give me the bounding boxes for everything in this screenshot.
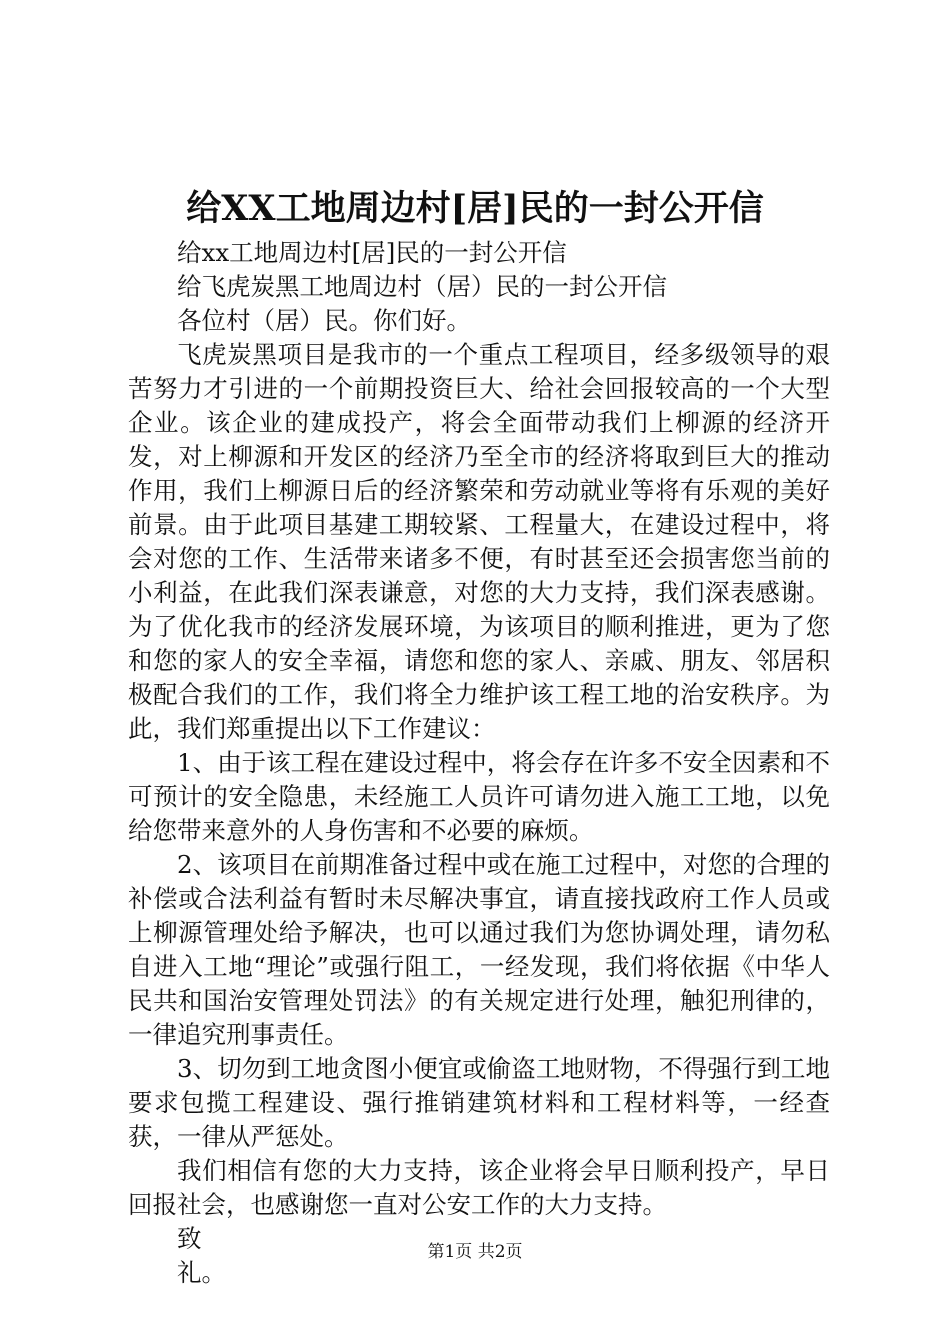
paragraph-item-1: 1、由于该工程在建设过程中，将会存在许多不安全因素和不可预计的安全隐患，未经施工人员许可请勿进入施工工地，以免给您带来意外的人身伤害和不必要的麻烦。 (128, 748, 830, 845)
page-footer: 第1页 共2页 (427, 1242, 523, 1262)
document-title: 给XX工地周边村[居]民的一封公开信 (186, 188, 764, 229)
paragraph-conclusion: 我们相信有您的大力支持，该企业将会早日顺利投产，早日回报社会，也感谢您一直对公安工作的大力支持。 (128, 1156, 830, 1219)
closing-line-2: 礼。 (177, 1258, 226, 1287)
paragraph-item-2: 2、该项目在前期准备过程中或在施工过程中，对您的合理的补偿或合法利益有暂时未尽解决事宜，请直接找政府工作人员或上柳源管理处给予解决，也可以通过我们为您协调处理，请勿私自进入工地“理论”或强行阻工，一经发现，我们将依据《中华人民共和国治安管理处罚法》的有关规定进行处理，触犯刑律的，一律追究刑事责任。 (128, 850, 830, 1049)
document-body (128, 236, 830, 1290)
salutation: 各位村（居）民。你们好。 (177, 306, 471, 335)
subtitle-line-2: 给飞虎炭黑工地周边村（居）民的一封公开信 (177, 272, 667, 301)
paragraph-item-3: 3、切勿到工地贪图小便宜或偷盗工地财物，不得强行到工地要求包揽工程建设、强行推销建筑材料和工程材料等，一经查获，一律从严惩处。 (128, 1054, 830, 1151)
subtitle-line-1: 给xx工地周边村[居]民的一封公开信 (177, 238, 567, 267)
closing-line-1: 致 (177, 1224, 202, 1253)
paragraph-intro: 飞虎炭黑项目是我市的一个重点工程项目，经多级领导的艰苦努力才引进的一个前期投资巨大、给社会回报较高的一个大型企业。该企业的建成投产，将会全面带动我们上柳源的经济开发，对上柳源和开发区的经济乃至全市的经济将取到巨大的推动作用，我们上柳源日后的经济繁荣和劳动就业等将有乐观的美好前景。由于此项目基建工期较紧、工程量大，在建设过程中，将会对您的工作、生活带来诸多不便，有时甚至还会损害您当前的小利益，在此我们深表谦意，对您的大力支持，我们深表感谢。为了优化我市的经济发展环境，为该项目的顺利推进，更为了您和您的家人的安全幸福，请您和您的家人、亲戚、朋友、邻居积极配合我们的工作，我们将全力维护该工程工地的治安秩序。为此，我们郑重提出以下工作建议： (128, 340, 830, 743)
